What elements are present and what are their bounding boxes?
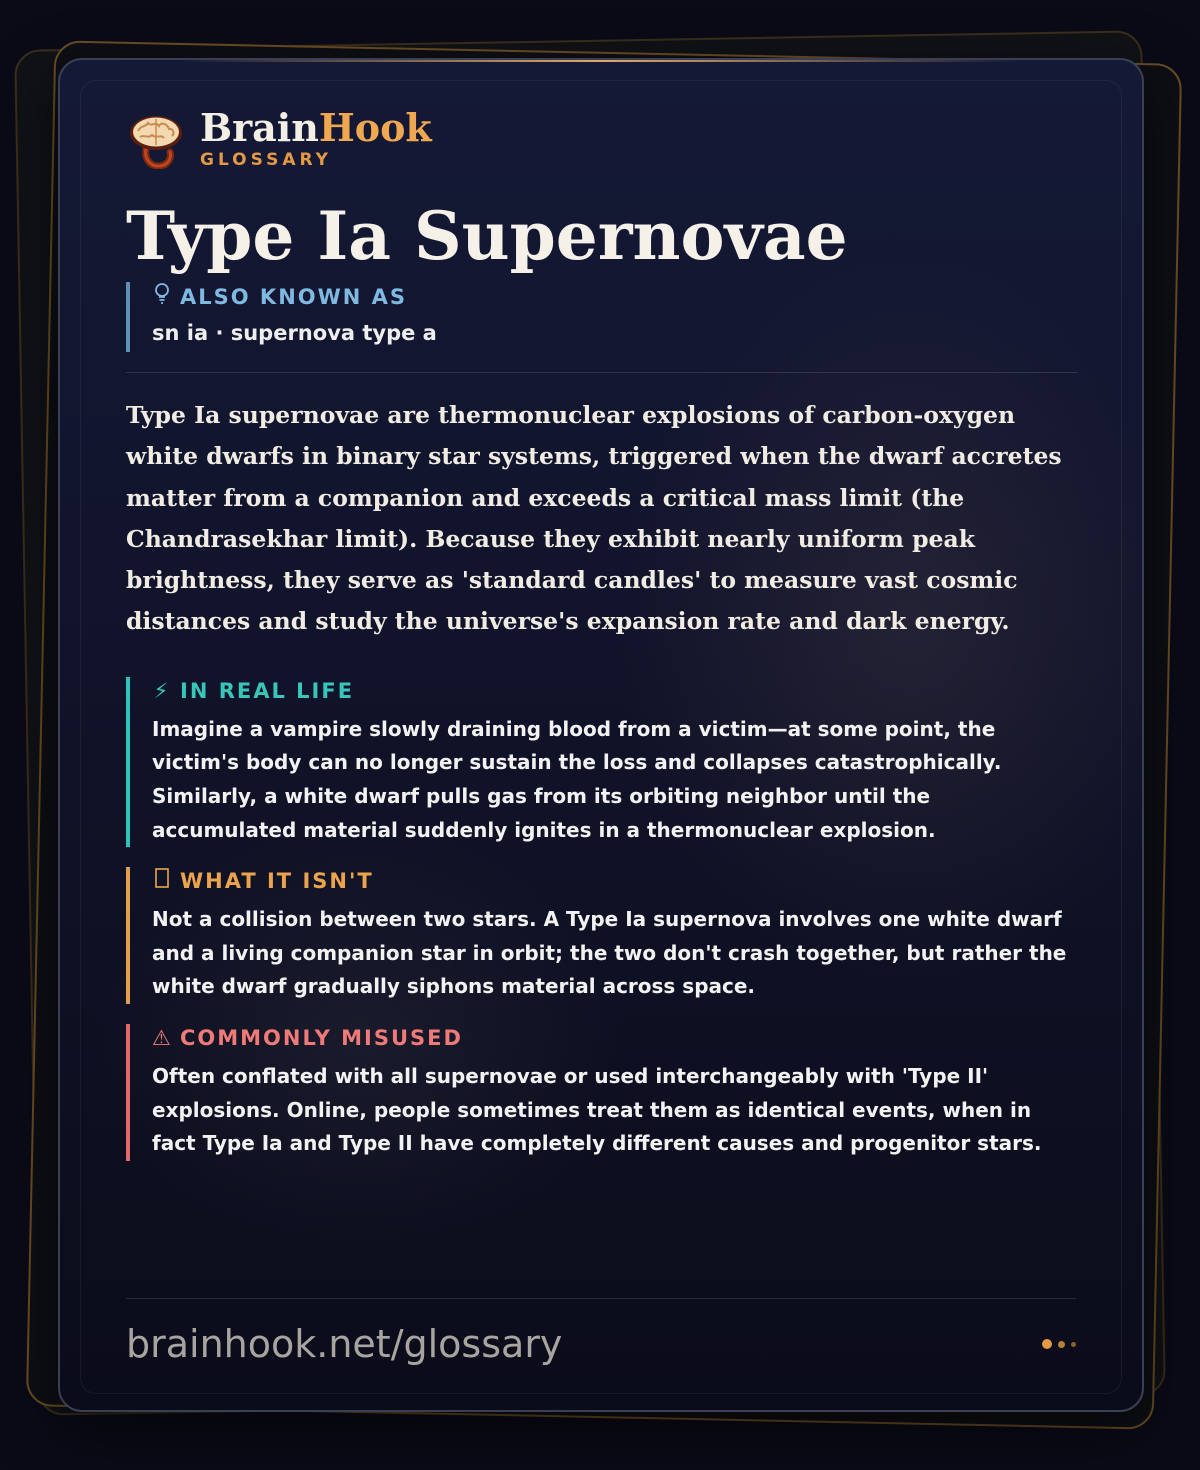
brand-name: BrainHook: [200, 105, 432, 150]
brand-header: [126, 106, 1078, 172]
lightbulb-icon: [152, 282, 172, 311]
commonly-misused-block: [126, 1024, 1078, 1161]
cross-icon: [152, 867, 172, 895]
in-real-life-body: Imagine a vampire slowly draining blood from a victim—at some point, the victim's body can no longer sustain the loss and collapses catastrophically. Similarly, a white dwarf pulls gas from its orbiting neighbor until the accumulated material suddenly ignites in a thermonuclear explosion.: [152, 716, 1002, 842]
also-known-as-value: sn ia · supernova type a: [152, 321, 437, 345]
also-known-as-heading: ALSO KNOWN AS: [180, 284, 408, 309]
what-it-isnt-heading: WHAT IT ISN'T: [180, 869, 374, 894]
footer-url[interactable]: brainhook.net/glossary: [126, 1322, 563, 1366]
brand-subtitle: GLOSSARY: [200, 150, 332, 170]
glossary-card: [58, 58, 1144, 1412]
commonly-misused-body: Often conflated with all supernovae or used interchangeably with 'Type II' explosions. Online, people sometimes treat them as identical events, when in fact Type Ia and Type II have completely different causes and progenitor stars.: [152, 1063, 1042, 1156]
brain-hook-logo-icon: [126, 109, 186, 169]
commonly-misused-heading: COMMONLY MISUSED: [180, 1025, 463, 1050]
warning-icon: ⚠: [152, 1025, 173, 1050]
card-content: [126, 106, 1078, 1161]
definition-text: Type Ia supernovae are thermonuclear explosions of carbon-oxygen white dwarfs in binary star systems, triggered when the dwarf accretes matter from a companion and exceeds a critical mass limit (the Chandrasekhar limit). Because they exhibit nearly uniform peak brightness, they serve as 'standard candles' to measure vast cosmic distances and study the universe's expansion rate and dark energy.: [126, 401, 1062, 636]
card-footer: [126, 1298, 1076, 1367]
footer-divider: [126, 1298, 1076, 1299]
what-it-isnt-body: Not a collision between two stars. A Type Ia supernova involves one white dwarf and a living companion star in orbit; the two don't crash together, but rather the white dwarf gradually siphons material across space.: [152, 907, 1067, 999]
what-it-isnt-block: [126, 867, 1078, 1004]
lightning-icon: ⚡: [153, 678, 171, 703]
in-real-life-block: [126, 677, 1078, 847]
also-known-as-block: [126, 282, 1078, 352]
term-title: Type Ia Supernovae: [126, 197, 848, 275]
in-real-life-heading: IN REAL LIFE: [180, 678, 355, 703]
pagination-dots-icon: [1042, 1339, 1076, 1349]
divider: [126, 372, 1078, 373]
